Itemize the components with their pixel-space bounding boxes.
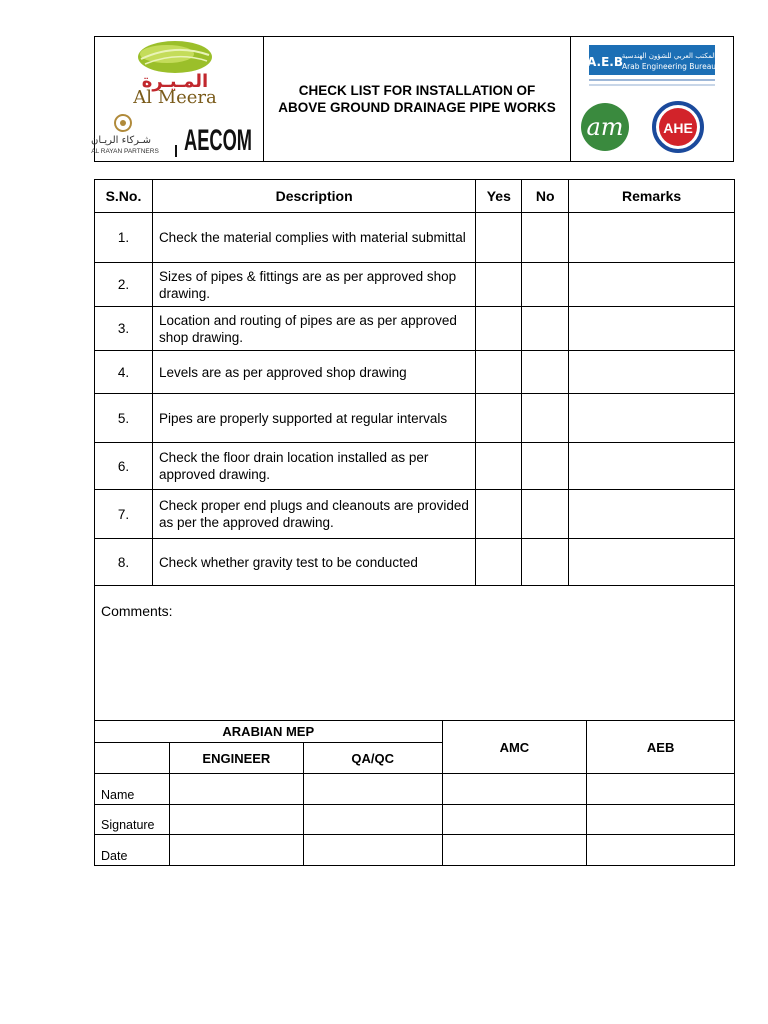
table-row	[95, 351, 735, 394]
remarks-cell[interactable]	[569, 539, 735, 586]
alrayan-name-text: AL RAYAN PARTNERS	[91, 148, 159, 155]
signoff-table	[94, 720, 735, 866]
yes-cell[interactable]	[476, 394, 522, 443]
alrayan-arabic-text: شـركاء الريـان	[91, 135, 151, 146]
row-number: 7.	[95, 490, 153, 539]
comments-label: Comments:	[101, 603, 173, 619]
yes-cell[interactable]	[476, 213, 522, 263]
row-description: Pipes are properly supported at regular intervals	[152, 394, 475, 443]
engineer-header: ENGINEER	[169, 743, 303, 774]
column-header-description: Description	[152, 180, 475, 213]
yes-cell[interactable]	[476, 307, 522, 351]
table-row	[95, 539, 735, 586]
row-number: 2.	[95, 263, 153, 307]
row-description: Check the material complies with material submittal	[152, 213, 475, 263]
consultant-logos	[571, 37, 733, 161]
almeera-arabic-text: المـيـرة	[141, 71, 209, 92]
comments-box[interactable]	[94, 585, 735, 721]
table-row	[95, 307, 735, 351]
table-header-row	[95, 180, 735, 213]
column-header-sno: S.No.	[95, 180, 153, 213]
engineer-name-field[interactable]	[169, 774, 303, 805]
remarks-cell[interactable]	[569, 307, 735, 351]
amc-name-field[interactable]	[442, 774, 587, 805]
date-label: Date	[95, 835, 170, 866]
client-logos	[91, 37, 264, 161]
amc-date-field[interactable]	[442, 835, 587, 866]
no-cell[interactable]	[522, 490, 569, 539]
column-header-yes: Yes	[476, 180, 522, 213]
signature-label: Signature	[95, 805, 170, 835]
remarks-cell[interactable]	[569, 443, 735, 490]
row-number: 5.	[95, 394, 153, 443]
remarks-cell[interactable]	[569, 351, 735, 394]
amc-header: AMC	[442, 721, 587, 774]
aeb-initials: A.E.B	[587, 55, 623, 69]
document-title: CHECK LIST FOR INSTALLATION OF ABOVE GROUND DRAINAGE PIPE WORKS	[264, 37, 571, 161]
document-header	[91, 36, 734, 162]
row-description: Sizes of pipes & fittings are as per approved shop drawing.	[152, 263, 475, 307]
remarks-cell[interactable]	[569, 213, 735, 263]
aeb-date-field[interactable]	[587, 835, 735, 866]
aeb-arabic-name: المكتب العربي للشؤون الهندسية	[621, 52, 717, 60]
aecom-logo-text: AECOM	[184, 124, 252, 157]
aeb-logo	[571, 37, 733, 161]
ahe-badge-text: AHE	[663, 120, 693, 136]
no-cell[interactable]	[522, 394, 569, 443]
amc-badge-text: am	[586, 113, 624, 141]
qaqc-name-field[interactable]	[303, 774, 442, 805]
table-row	[95, 443, 735, 490]
row-description: Check proper end plugs and cleanouts are provided as per the approved drawing.	[152, 490, 475, 539]
row-number: 4.	[95, 351, 153, 394]
signoff-row-name	[95, 774, 735, 805]
aeb-english-name: Arab Engineering Bureau	[621, 62, 717, 71]
yes-cell[interactable]	[476, 443, 522, 490]
column-header-remarks: Remarks	[569, 180, 735, 213]
row-number: 6.	[95, 443, 153, 490]
row-description: Check the floor drain location installed as per approved drawing.	[152, 443, 475, 490]
no-cell[interactable]	[522, 351, 569, 394]
aeb-name-field[interactable]	[587, 774, 735, 805]
engineer-signature-field[interactable]	[169, 805, 303, 835]
column-header-no: No	[522, 180, 569, 213]
no-cell[interactable]	[522, 539, 569, 586]
almeera-name-text: Al Meera	[133, 87, 217, 108]
amc-signature-field[interactable]	[442, 805, 587, 835]
remarks-cell[interactable]	[569, 490, 735, 539]
row-description: Check whether gravity test to be conducted	[152, 539, 475, 586]
qaqc-header: QA/QC	[303, 743, 442, 774]
row-number: 8.	[95, 539, 153, 586]
blank-header-cell	[95, 743, 170, 774]
row-description: Levels are as per approved shop drawing	[152, 351, 475, 394]
remarks-cell[interactable]	[569, 263, 735, 307]
aeb-signature-field[interactable]	[587, 805, 735, 835]
engineer-date-field[interactable]	[169, 835, 303, 866]
no-cell[interactable]	[522, 307, 569, 351]
row-number: 1.	[95, 213, 153, 263]
aeb-header: AEB	[587, 721, 735, 774]
row-description: Location and routing of pipes are as per approved shop drawing.	[152, 307, 475, 351]
row-number: 3.	[95, 307, 153, 351]
signoff-header-row	[95, 721, 735, 743]
checklist-table	[94, 179, 735, 586]
no-cell[interactable]	[522, 263, 569, 307]
signoff-row-date	[95, 835, 735, 866]
remarks-cell[interactable]	[569, 394, 735, 443]
almeera-logo	[91, 37, 263, 161]
yes-cell[interactable]	[476, 351, 522, 394]
name-label: Name	[95, 774, 170, 805]
table-row	[95, 490, 735, 539]
yes-cell[interactable]	[476, 490, 522, 539]
no-cell[interactable]	[522, 213, 569, 263]
no-cell[interactable]	[522, 443, 569, 490]
qaqc-date-field[interactable]	[303, 835, 442, 866]
table-row	[95, 394, 735, 443]
yes-cell[interactable]	[476, 539, 522, 586]
qaqc-signature-field[interactable]	[303, 805, 442, 835]
table-row	[95, 213, 735, 263]
yes-cell[interactable]	[476, 263, 522, 307]
arabian-mep-header: ARABIAN MEP	[95, 721, 443, 743]
table-row	[95, 263, 735, 307]
signoff-row-signature	[95, 805, 735, 835]
